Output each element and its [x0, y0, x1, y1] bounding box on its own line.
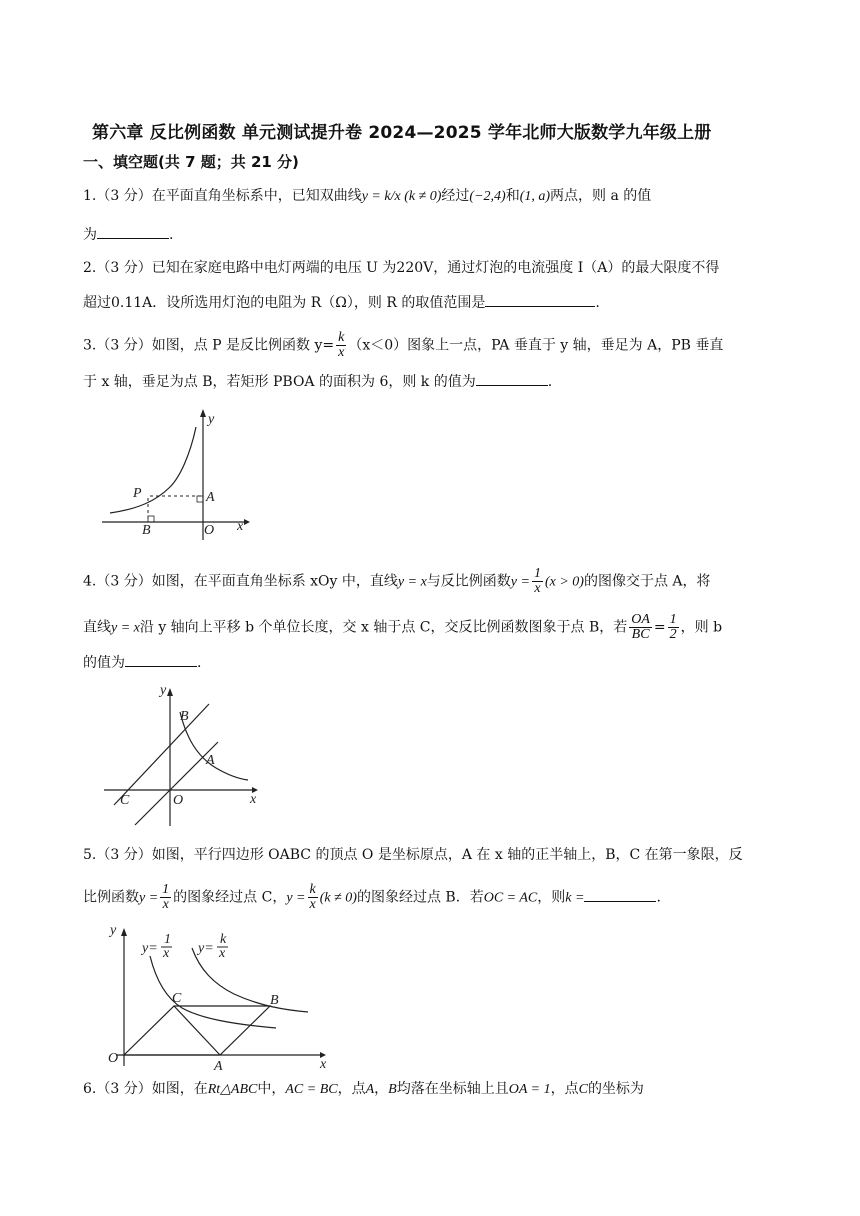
question-4-line-3: [83, 652, 201, 673]
q2-text-e: .: [595, 295, 600, 311]
q2-answer-blank[interactable]: [485, 292, 595, 307]
q1-point-2: (1, a): [519, 189, 551, 204]
q2-text-c: 超过: [83, 295, 111, 311]
q3-x-arrow: [244, 519, 250, 525]
q4-answer-blank[interactable]: [125, 652, 197, 667]
question-2-line-2: [83, 292, 600, 313]
q5-label-y: y: [110, 923, 117, 938]
q6-text-f: ，点: [550, 1081, 579, 1097]
q5-func2-cond: (k ≠ 0): [319, 890, 357, 906]
q4-func-num: 1: [533, 566, 541, 581]
q5-func1-y: y =: [139, 890, 159, 906]
q4-func-cond: (x > 0): [544, 574, 584, 590]
q5-text-a: 5.（3 分）如图，平行四边形 OABC 的顶点 O 是坐标原点，A 在 x 轴的正半轴上，B，C 在第一象限，反: [83, 847, 743, 863]
q4-text-e: 沿 y 轴向上平移 b 个单位长度，交 x 轴于点 C，交反比例函数图象于点 B，若: [139, 619, 628, 636]
q6-point-a: A: [365, 1082, 375, 1097]
q4-ratio-eq: =: [653, 619, 666, 636]
q2-voltage: 220V: [396, 260, 434, 276]
q5-graph-label-1-y: y=: [142, 941, 158, 956]
q6-equation-2: OA = 1: [508, 1082, 551, 1097]
q6-text-e: 均落在坐标轴上且: [396, 1081, 509, 1097]
q4-half-num: 1: [669, 612, 677, 627]
q5-diagonal-ac: [174, 1006, 220, 1055]
q3-text-b: （x＜0）图象上一点，PA 垂直于 y 轴，垂足为 A，PB 垂直: [348, 337, 724, 354]
q6-point-c: C: [578, 1082, 588, 1097]
q5-label-b: B: [270, 993, 279, 1008]
q4-label-a: A: [206, 753, 215, 768]
q5-label-x: x: [320, 1057, 327, 1070]
q4-ratio-fraction: [629, 613, 652, 642]
q4-ratio-den: BC: [631, 627, 650, 642]
q4-text-a: 4.（3 分）如图，在平面直角坐标系 xOy 中，直线: [83, 573, 398, 590]
q4-y-arrow: [167, 688, 173, 696]
q4-label-c: C: [120, 793, 130, 808]
q4-label-y: y: [160, 683, 167, 698]
q5-func1-num: 1: [162, 882, 170, 897]
q3-label-a: A: [206, 490, 215, 505]
question-3-line-2: [83, 371, 552, 392]
q5-condition: OC = AC: [483, 890, 538, 906]
q1-point-1: (−2,4): [469, 189, 506, 204]
q4-text-g: 的值为: [83, 655, 125, 671]
q4-func-den: x: [534, 581, 541, 596]
q5-text-c: 的图象经过点 C，: [173, 889, 287, 906]
q5-text-f: .: [656, 889, 661, 906]
q4-line-eq-1: y = x: [397, 574, 427, 590]
q3-curve: [110, 427, 196, 513]
q4-figure: [100, 680, 270, 830]
q4-half-fraction: [668, 613, 679, 642]
question-6-line-1: [83, 1079, 644, 1100]
q3-y-arrow: [200, 409, 206, 417]
question-1-line-1: [83, 186, 651, 207]
q1-text-d: 两点，则 a 的值: [550, 188, 652, 204]
question-5-line-1: [83, 845, 743, 865]
q1-formula: y = k/x (k ≠ 0): [361, 189, 442, 204]
q5-answer-blank[interactable]: [584, 887, 656, 902]
q5-func2-den: x: [309, 897, 316, 912]
q4-ratio-num: OA: [631, 612, 650, 627]
q2-current: 0.11A: [111, 295, 153, 311]
q5-func2-num: k: [309, 882, 316, 897]
question-4-line-1: [83, 567, 711, 596]
q5-graph-label-2-den: x: [219, 946, 226, 961]
q4-text-b: 与反比例函数: [426, 573, 511, 590]
q1-text-b: 经过: [441, 188, 470, 204]
q3-label-y: y: [208, 412, 215, 427]
q5-func1-fraction: [160, 883, 171, 912]
q3-right-angle-b: [148, 516, 154, 522]
q4-line-eq-2: y = x: [111, 620, 140, 636]
question-1-line-2: [83, 224, 173, 245]
q3-right-angle-a: [197, 496, 203, 502]
q1-text-e: 为: [83, 227, 97, 243]
q2-text-b: ，通过灯泡的电流强度 I（A）的最大限度不得: [433, 260, 720, 276]
q4-text-h: .: [197, 655, 202, 671]
q5-y-arrow: [121, 928, 127, 936]
q4-text-c: 的图像交于点 A，将: [583, 573, 711, 590]
q5-curve-1-over-x: [150, 956, 276, 1028]
q5-graph-label-2-num: k: [220, 932, 227, 947]
q5-func1-den: x: [162, 897, 169, 912]
q3-label-o: O: [204, 523, 215, 538]
q5-graph-label-1-den: x: [163, 946, 170, 961]
q5-text-e: ，则: [537, 889, 566, 906]
q5-label-c: C: [172, 991, 182, 1006]
q5-figure: [100, 920, 340, 1070]
q4-label-o: O: [173, 793, 184, 808]
q3-label-b: B: [142, 523, 151, 538]
q1-text-f: .: [169, 227, 174, 243]
q4-label-b: B: [180, 709, 189, 724]
q1-text-a: 1.（3 分）在平面直角坐标系中，已知双曲线: [83, 188, 362, 204]
q3-frac-den: x: [338, 345, 345, 360]
q1-text-c: 和: [505, 188, 520, 204]
q5-k-equals: k =: [565, 890, 585, 906]
q4-func-y: y =: [510, 574, 530, 590]
section-heading: 一、填空题(共 7 题；共 21 分): [83, 153, 299, 171]
q3-answer-blank[interactable]: [476, 371, 548, 386]
q3-figure: [98, 405, 258, 545]
q5-label-a: A: [214, 1059, 223, 1070]
q3-text-d: .: [547, 374, 553, 390]
q3-label-p: P: [133, 486, 142, 501]
q3-text-c: 于 x 轴，垂足为点 B，若矩形 PBOA 的面积为 6，则 k 的值为: [83, 374, 476, 390]
q6-point-b: B: [388, 1082, 397, 1097]
q1-answer-blank[interactable]: [97, 224, 169, 239]
q5-text-d: 的图象经过点 B．若: [356, 889, 484, 906]
q3-fraction: [336, 331, 346, 360]
q2-text-d: ．设所选用灯泡的电阻为 R（Ω），则 R 的取值范围是: [152, 295, 486, 311]
q5-curve-k-over-x: [192, 948, 308, 1012]
page-title: 第六章 反比例函数 单元测试提升卷 2024—2025 学年北师大版数学九年级上册: [92, 123, 712, 143]
q6-equation-1: AC = BC: [285, 1082, 338, 1097]
question-5-line-2: [83, 883, 661, 912]
q6-text-b: 中，: [257, 1081, 286, 1097]
q6-text-a: 6.（3 分）如图，在: [83, 1081, 208, 1097]
q6-text-g: 的坐标为: [587, 1081, 644, 1097]
q5-graph-label-1-num: 1: [164, 932, 171, 947]
q4-half-den: 2: [669, 627, 677, 642]
q6-text-d: ，: [374, 1081, 389, 1097]
q4-label-x: x: [250, 792, 257, 807]
q2-text-a: 2.（3 分）已知在家庭电路中电灯两端的电压 U 为: [83, 260, 397, 276]
question-2-line-1: [83, 258, 719, 278]
q3-label-x: x: [237, 519, 244, 534]
q5-text-b: 比例函数: [83, 889, 139, 906]
question-3-line-1: [83, 331, 723, 360]
q4-text-f: ，则 b: [680, 619, 723, 636]
q6-triangle: Rt△ABC: [207, 1082, 258, 1097]
q6-text-c: ，点: [337, 1081, 366, 1097]
q3-frac-num: k: [338, 330, 345, 345]
q5-func2-fraction: [308, 883, 318, 912]
q5-graph-label-2-y: y=: [198, 941, 214, 956]
q3-text-a: 3.（3 分）如图，点 P 是反比例函数 y=: [83, 337, 335, 354]
q4-text-d: 直线: [83, 619, 111, 636]
q5-func2-y: y =: [286, 890, 306, 906]
q5-label-o: O: [108, 1051, 119, 1066]
question-4-line-2: [83, 613, 722, 642]
q4-func-fraction: [532, 567, 543, 596]
